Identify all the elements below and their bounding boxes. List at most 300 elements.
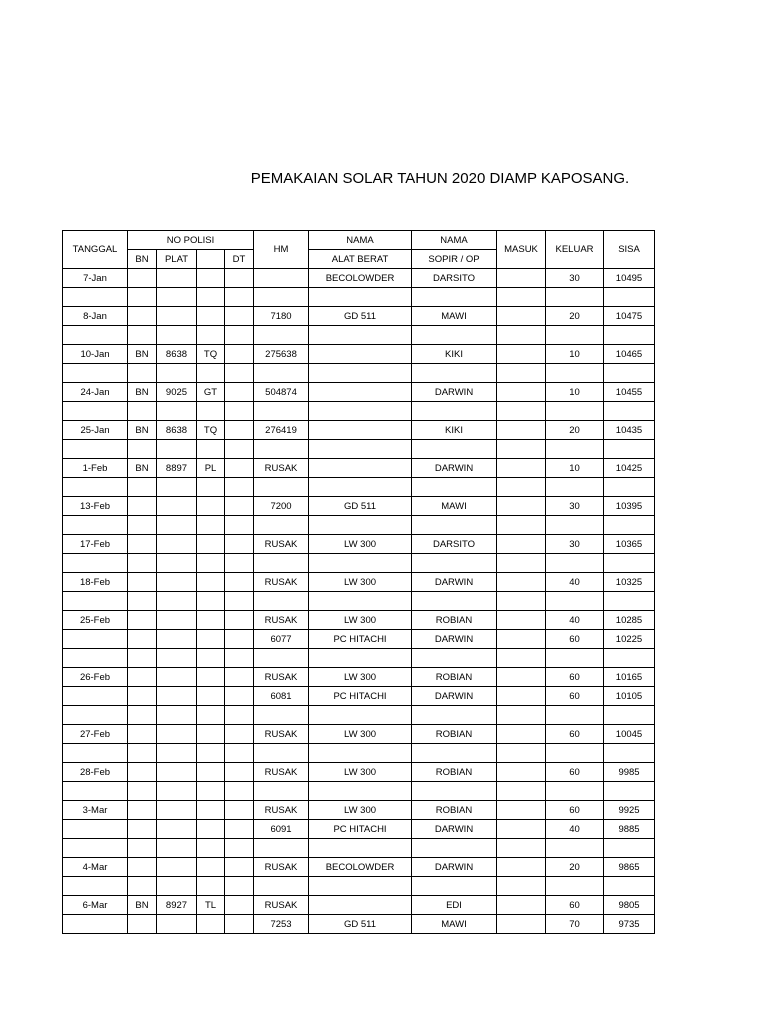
cell-bn (128, 554, 157, 573)
cell-keluar: 60 (546, 725, 604, 744)
cell-dt (225, 364, 254, 383)
cell-masuk (497, 915, 546, 934)
cell-tanggal: 25-Feb (63, 611, 128, 630)
cell-alat-berat: BECOLOWDER (309, 269, 412, 288)
cell-sisa (604, 649, 655, 668)
cell-alat-berat (309, 402, 412, 421)
cell-sisa: 9805 (604, 896, 655, 915)
cell-sopir: DARWIN (412, 858, 497, 877)
cell-masuk (497, 364, 546, 383)
header-alat-berat: ALAT BERAT (309, 250, 412, 269)
cell-alat-berat (309, 592, 412, 611)
cell-masuk (497, 554, 546, 573)
cell-dt (225, 440, 254, 459)
cell-plat (157, 478, 197, 497)
cell-tanggal: 25-Jan (63, 421, 128, 440)
cell-bn (128, 915, 157, 934)
cell-bn (128, 687, 157, 706)
cell-masuk (497, 459, 546, 478)
cell-plat (157, 782, 197, 801)
cell-plat (157, 307, 197, 326)
cell-alat-berat: LW 300 (309, 725, 412, 744)
cell-bn (128, 744, 157, 763)
cell-keluar: 60 (546, 630, 604, 649)
cell-plat (157, 744, 197, 763)
cell-sopir: ROBIAN (412, 668, 497, 687)
cell-sopir (412, 402, 497, 421)
cell-sisa (604, 326, 655, 345)
cell-plat-suffix (197, 440, 225, 459)
cell-sisa (604, 592, 655, 611)
cell-tanggal: 4-Mar (63, 858, 128, 877)
table-row (63, 516, 655, 535)
cell-dt (225, 288, 254, 307)
cell-sopir: DARSITO (412, 535, 497, 554)
cell-keluar (546, 516, 604, 535)
cell-plat-suffix (197, 535, 225, 554)
cell-keluar: 30 (546, 269, 604, 288)
cell-plat-suffix (197, 820, 225, 839)
cell-bn (128, 364, 157, 383)
cell-plat-suffix (197, 915, 225, 934)
cell-masuk (497, 402, 546, 421)
cell-dt (225, 744, 254, 763)
cell-tanggal (63, 782, 128, 801)
cell-bn (128, 573, 157, 592)
cell-masuk (497, 326, 546, 345)
cell-dt (225, 687, 254, 706)
cell-sisa: 10495 (604, 269, 655, 288)
cell-sopir (412, 592, 497, 611)
cell-tanggal (63, 877, 128, 896)
cell-keluar: 40 (546, 820, 604, 839)
cell-masuk (497, 421, 546, 440)
cell-keluar: 30 (546, 497, 604, 516)
table-row (63, 801, 655, 820)
cell-alat-berat (309, 782, 412, 801)
cell-masuk (497, 649, 546, 668)
table-row (63, 877, 655, 896)
cell-hm (254, 839, 309, 858)
cell-sopir: DARWIN (412, 630, 497, 649)
cell-sopir: ROBIAN (412, 763, 497, 782)
table-row (63, 288, 655, 307)
cell-plat-suffix (197, 592, 225, 611)
table-row (63, 440, 655, 459)
table-row (63, 896, 655, 915)
cell-hm: 6081 (254, 687, 309, 706)
cell-hm (254, 554, 309, 573)
cell-masuk (497, 573, 546, 592)
cell-sopir: DARWIN (412, 573, 497, 592)
cell-hm: 7253 (254, 915, 309, 934)
cell-plat (157, 858, 197, 877)
cell-keluar (546, 744, 604, 763)
table-row (63, 383, 655, 402)
table-row (63, 497, 655, 516)
cell-masuk (497, 383, 546, 402)
table-row (63, 687, 655, 706)
cell-sisa: 9735 (604, 915, 655, 934)
cell-masuk (497, 535, 546, 554)
cell-alat-berat (309, 345, 412, 364)
cell-plat-suffix (197, 782, 225, 801)
cell-plat (157, 440, 197, 459)
cell-sisa: 9985 (604, 763, 655, 782)
cell-tanggal (63, 554, 128, 573)
cell-masuk (497, 706, 546, 725)
table-row (63, 668, 655, 687)
cell-plat-suffix: PL (197, 459, 225, 478)
table-row (63, 744, 655, 763)
cell-hm: 504874 (254, 383, 309, 402)
table-row (63, 611, 655, 630)
cell-dt (225, 516, 254, 535)
cell-bn (128, 592, 157, 611)
cell-hm (254, 877, 309, 896)
cell-dt (225, 326, 254, 345)
cell-hm (254, 326, 309, 345)
cell-masuk (497, 877, 546, 896)
cell-alat-berat: LW 300 (309, 535, 412, 554)
cell-plat (157, 364, 197, 383)
cell-hm: 7180 (254, 307, 309, 326)
cell-plat-suffix (197, 402, 225, 421)
header-plat: PLAT (157, 250, 197, 269)
table-row (63, 554, 655, 573)
cell-bn (128, 630, 157, 649)
cell-sopir: ROBIAN (412, 725, 497, 744)
cell-alat-berat (309, 554, 412, 573)
cell-sopir: DARWIN (412, 383, 497, 402)
cell-sisa: 10165 (604, 668, 655, 687)
cell-tanggal (63, 592, 128, 611)
cell-hm: RUSAK (254, 896, 309, 915)
cell-dt (225, 839, 254, 858)
cell-hm (254, 706, 309, 725)
table-body (63, 269, 655, 934)
cell-alat-berat (309, 744, 412, 763)
cell-alat-berat: GD 511 (309, 497, 412, 516)
cell-sopir (412, 516, 497, 535)
cell-tanggal (63, 915, 128, 934)
cell-keluar (546, 877, 604, 896)
cell-hm: 7200 (254, 497, 309, 516)
cell-dt (225, 896, 254, 915)
cell-plat (157, 269, 197, 288)
cell-plat (157, 763, 197, 782)
cell-keluar: 20 (546, 858, 604, 877)
cell-tanggal: 3-Mar (63, 801, 128, 820)
cell-sisa: 9925 (604, 801, 655, 820)
cell-plat-suffix (197, 326, 225, 345)
cell-keluar: 10 (546, 459, 604, 478)
cell-plat (157, 877, 197, 896)
cell-tanggal: 17-Feb (63, 535, 128, 554)
cell-hm: 275638 (254, 345, 309, 364)
cell-masuk (497, 307, 546, 326)
cell-sopir (412, 440, 497, 459)
cell-hm (254, 364, 309, 383)
cell-plat-suffix (197, 364, 225, 383)
cell-keluar (546, 326, 604, 345)
header-bn: BN (128, 250, 157, 269)
cell-sisa (604, 364, 655, 383)
cell-hm: RUSAK (254, 763, 309, 782)
cell-tanggal (63, 440, 128, 459)
table-row (63, 459, 655, 478)
cell-alat-berat (309, 649, 412, 668)
cell-alat-berat (309, 478, 412, 497)
cell-tanggal (63, 820, 128, 839)
cell-plat: 8638 (157, 421, 197, 440)
cell-dt (225, 782, 254, 801)
cell-sisa: 10455 (604, 383, 655, 402)
cell-sisa (604, 554, 655, 573)
cell-hm (254, 782, 309, 801)
table-row (63, 535, 655, 554)
cell-dt (225, 573, 254, 592)
cell-sopir: ROBIAN (412, 801, 497, 820)
cell-sopir: MAWI (412, 915, 497, 934)
cell-keluar: 60 (546, 801, 604, 820)
table-row (63, 839, 655, 858)
cell-tanggal (63, 288, 128, 307)
cell-alat-berat: PC HITACHI (309, 687, 412, 706)
cell-alat-berat (309, 896, 412, 915)
cell-alat-berat (309, 516, 412, 535)
cell-plat-suffix (197, 744, 225, 763)
cell-plat (157, 554, 197, 573)
cell-plat-suffix (197, 858, 225, 877)
cell-alat-berat (309, 288, 412, 307)
cell-dt (225, 630, 254, 649)
cell-bn (128, 269, 157, 288)
cell-tanggal: 13-Feb (63, 497, 128, 516)
cell-plat: 9025 (157, 383, 197, 402)
cell-dt (225, 801, 254, 820)
cell-plat (157, 592, 197, 611)
cell-sopir: DARWIN (412, 687, 497, 706)
cell-bn (128, 858, 157, 877)
cell-plat-suffix (197, 630, 225, 649)
cell-alat-berat: LW 300 (309, 573, 412, 592)
cell-keluar (546, 478, 604, 497)
cell-bn: BN (128, 459, 157, 478)
table-row (63, 478, 655, 497)
cell-plat (157, 915, 197, 934)
table-row (63, 573, 655, 592)
cell-keluar (546, 402, 604, 421)
cell-bn (128, 288, 157, 307)
cell-alat-berat (309, 326, 412, 345)
cell-plat (157, 402, 197, 421)
cell-alat-berat: LW 300 (309, 763, 412, 782)
cell-keluar: 20 (546, 307, 604, 326)
cell-sisa: 10225 (604, 630, 655, 649)
cell-plat: 8927 (157, 896, 197, 915)
cell-keluar (546, 706, 604, 725)
cell-keluar: 40 (546, 611, 604, 630)
cell-plat: 8897 (157, 459, 197, 478)
cell-dt (225, 307, 254, 326)
cell-sopir: EDI (412, 896, 497, 915)
cell-plat: 8638 (157, 345, 197, 364)
cell-sopir: KIKI (412, 421, 497, 440)
cell-bn (128, 725, 157, 744)
cell-dt (225, 383, 254, 402)
cell-sisa: 10365 (604, 535, 655, 554)
cell-keluar: 10 (546, 345, 604, 364)
cell-hm (254, 649, 309, 668)
table-row (63, 725, 655, 744)
cell-alat-berat (309, 440, 412, 459)
cell-dt (225, 858, 254, 877)
cell-dt (225, 459, 254, 478)
cell-keluar (546, 649, 604, 668)
cell-hm (254, 516, 309, 535)
cell-dt (225, 763, 254, 782)
cell-hm: RUSAK (254, 801, 309, 820)
cell-sopir (412, 782, 497, 801)
cell-alat-berat: GD 511 (309, 307, 412, 326)
cell-sisa: 10395 (604, 497, 655, 516)
cell-sisa: 10475 (604, 307, 655, 326)
cell-tanggal (63, 326, 128, 345)
cell-keluar (546, 782, 604, 801)
cell-bn: BN (128, 345, 157, 364)
cell-sisa: 10465 (604, 345, 655, 364)
cell-hm: RUSAK (254, 535, 309, 554)
cell-bn (128, 706, 157, 725)
cell-dt (225, 611, 254, 630)
cell-hm: RUSAK (254, 611, 309, 630)
cell-sopir: MAWI (412, 497, 497, 516)
cell-dt (225, 706, 254, 725)
cell-sisa: 9885 (604, 820, 655, 839)
cell-sisa: 10435 (604, 421, 655, 440)
cell-hm (254, 269, 309, 288)
cell-bn (128, 820, 157, 839)
cell-masuk (497, 630, 546, 649)
cell-bn (128, 782, 157, 801)
cell-sopir: KIKI (412, 345, 497, 364)
cell-dt (225, 478, 254, 497)
page-title: PEMAKAIAN SOLAR TAHUN 2020 DIAMP KAPOSANG. (250, 170, 630, 187)
cell-dt (225, 668, 254, 687)
cell-alat-berat (309, 706, 412, 725)
cell-alat-berat: PC HITACHI (309, 630, 412, 649)
header-masuk: MASUK (497, 231, 546, 269)
cell-sisa: 10325 (604, 573, 655, 592)
cell-hm: RUSAK (254, 573, 309, 592)
cell-plat-suffix: GT (197, 383, 225, 402)
cell-plat-suffix (197, 839, 225, 858)
cell-keluar: 70 (546, 915, 604, 934)
cell-masuk (497, 839, 546, 858)
cell-plat (157, 611, 197, 630)
cell-bn (128, 307, 157, 326)
cell-sopir (412, 478, 497, 497)
cell-plat (157, 706, 197, 725)
cell-dt (225, 592, 254, 611)
cell-masuk (497, 269, 546, 288)
cell-plat-suffix: TQ (197, 421, 225, 440)
cell-plat (157, 839, 197, 858)
cell-sisa: 10045 (604, 725, 655, 744)
cell-plat (157, 820, 197, 839)
cell-dt (225, 554, 254, 573)
cell-sopir (412, 877, 497, 896)
cell-plat-suffix: TQ (197, 345, 225, 364)
cell-dt (225, 497, 254, 516)
cell-hm: 6091 (254, 820, 309, 839)
cell-masuk (497, 763, 546, 782)
cell-masuk (497, 497, 546, 516)
table-row (63, 421, 655, 440)
cell-masuk (497, 516, 546, 535)
cell-plat (157, 801, 197, 820)
cell-plat (157, 725, 197, 744)
cell-keluar: 30 (546, 535, 604, 554)
cell-plat-suffix (197, 611, 225, 630)
table-row (63, 649, 655, 668)
cell-plat (157, 573, 197, 592)
header-blank (197, 250, 225, 269)
cell-sisa (604, 516, 655, 535)
cell-sisa (604, 440, 655, 459)
cell-alat-berat (309, 383, 412, 402)
cell-dt (225, 649, 254, 668)
cell-plat-suffix (197, 516, 225, 535)
cell-sopir: DARWIN (412, 820, 497, 839)
cell-sisa: 10105 (604, 687, 655, 706)
cell-bn (128, 535, 157, 554)
cell-hm: 6077 (254, 630, 309, 649)
cell-alat-berat: LW 300 (309, 668, 412, 687)
cell-tanggal: 10-Jan (63, 345, 128, 364)
table-header (63, 231, 655, 269)
cell-hm (254, 440, 309, 459)
cell-alat-berat: BECOLOWDER (309, 858, 412, 877)
cell-hm: RUSAK (254, 858, 309, 877)
cell-dt (225, 402, 254, 421)
header-hm: HM (254, 231, 309, 269)
cell-keluar (546, 839, 604, 858)
cell-dt (225, 820, 254, 839)
cell-masuk (497, 611, 546, 630)
cell-alat-berat: GD 511 (309, 915, 412, 934)
cell-plat-suffix (197, 478, 225, 497)
cell-keluar (546, 592, 604, 611)
cell-hm (254, 592, 309, 611)
cell-hm: RUSAK (254, 668, 309, 687)
cell-sisa (604, 744, 655, 763)
cell-masuk (497, 668, 546, 687)
cell-plat-suffix (197, 763, 225, 782)
cell-bn (128, 668, 157, 687)
cell-masuk (497, 687, 546, 706)
cell-sopir (412, 706, 497, 725)
table-row (63, 364, 655, 383)
table-row (63, 706, 655, 725)
cell-bn (128, 763, 157, 782)
cell-tanggal: 1-Feb (63, 459, 128, 478)
cell-sisa (604, 402, 655, 421)
cell-tanggal (63, 364, 128, 383)
cell-plat (157, 630, 197, 649)
table-row (63, 307, 655, 326)
